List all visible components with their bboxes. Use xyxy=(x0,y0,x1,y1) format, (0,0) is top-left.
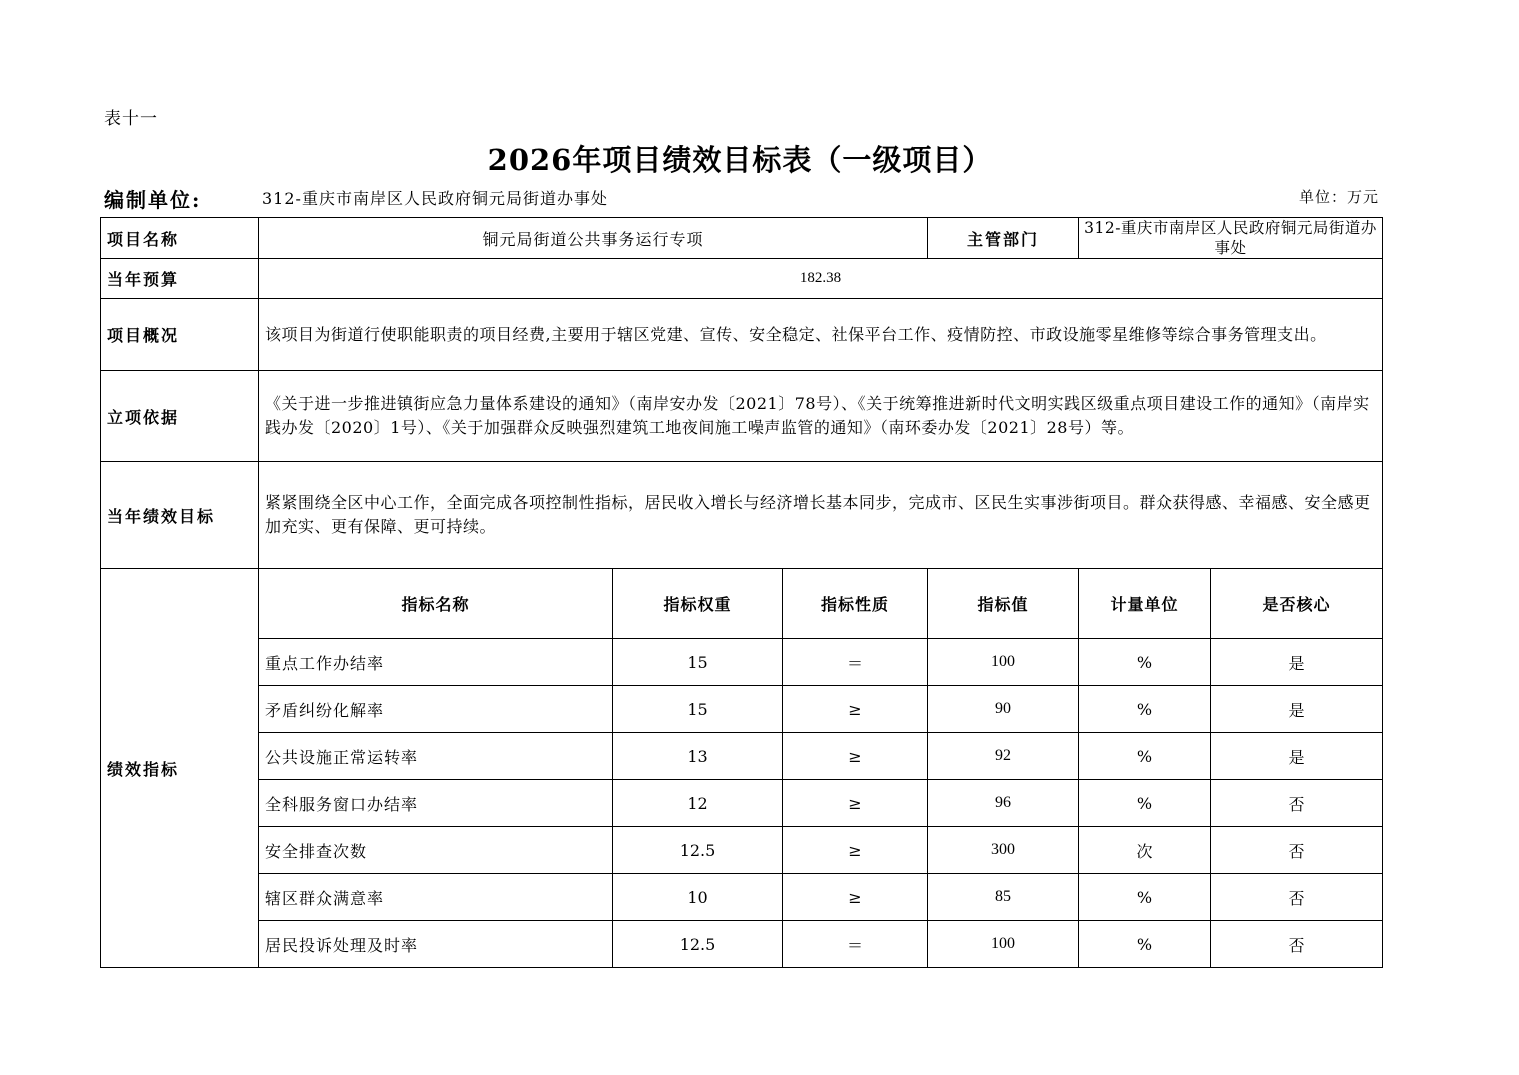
project-name-row xyxy=(101,218,1383,259)
indicator-value: 92 xyxy=(928,733,1079,780)
indicator-unit: % xyxy=(1079,780,1211,827)
budget-value: 182.38 xyxy=(259,259,1383,299)
col-header-name: 指标名称 xyxy=(259,569,613,639)
indicator-weight: 15 xyxy=(613,639,783,686)
indicator-unit: % xyxy=(1079,639,1211,686)
table-row xyxy=(101,827,1383,874)
indicator-weight: 10 xyxy=(613,874,783,921)
dept-value: 312-重庆市南岸区人民政府铜元局街道办事处 xyxy=(1079,218,1383,259)
indicator-unit: % xyxy=(1079,686,1211,733)
indicator-value: 96 xyxy=(928,780,1079,827)
indicator-nature: ≥ xyxy=(783,686,928,733)
org-label: 编制单位: xyxy=(104,188,202,212)
indicator-name: 居民投诉处理及时率 xyxy=(259,921,613,968)
indicator-nature: ≥ xyxy=(783,733,928,780)
indicator-core: 否 xyxy=(1211,780,1383,827)
table-row xyxy=(101,780,1383,827)
basis-label: 立项依据 xyxy=(101,371,259,462)
goal-row xyxy=(101,462,1383,569)
table-row xyxy=(101,733,1383,780)
overview-row xyxy=(101,299,1383,371)
overview-value: 该项目为街道行使职能职责的项目经费,主要用于辖区党建、宣传、安全稳定、社保平台工作、疫情防控、市政设施零星维修等综合事务管理支出。 xyxy=(259,299,1383,371)
indicator-value: 100 xyxy=(928,921,1079,968)
indicator-weight: 12.5 xyxy=(613,921,783,968)
indicator-unit: 次 xyxy=(1079,827,1211,874)
indicator-core: 是 xyxy=(1211,733,1383,780)
org-value: 312-重庆市南岸区人民政府铜元局街道办事处 xyxy=(262,189,608,208)
indicator-nature: ＝ xyxy=(783,921,928,968)
table-row xyxy=(101,686,1383,733)
indicator-name: 全科服务窗口办结率 xyxy=(259,780,613,827)
indicator-name: 矛盾纠纷化解率 xyxy=(259,686,613,733)
project-name-value: 铜元局街道公共事务运行专项 xyxy=(259,218,928,259)
col-header-nature: 指标性质 xyxy=(783,569,928,639)
indicator-value: 85 xyxy=(928,874,1079,921)
indicator-weight: 13 xyxy=(613,733,783,780)
col-header-core: 是否核心 xyxy=(1211,569,1383,639)
budget-row xyxy=(101,259,1383,299)
indicator-nature: ≥ xyxy=(783,780,928,827)
table-row xyxy=(101,874,1383,921)
basis-row xyxy=(101,371,1383,462)
table-row xyxy=(101,639,1383,686)
indicator-name: 安全排查次数 xyxy=(259,827,613,874)
indicator-value: 300 xyxy=(928,827,1079,874)
indicators-section-label: 绩效指标 xyxy=(101,569,259,968)
page-title: 2026年项目绩效目标表（一级项目） xyxy=(487,143,993,177)
indicator-header-row xyxy=(101,569,1383,639)
indicator-name: 重点工作办结率 xyxy=(259,639,613,686)
indicator-unit: % xyxy=(1079,921,1211,968)
budget-label: 当年预算 xyxy=(101,259,259,299)
indicator-core: 是 xyxy=(1211,686,1383,733)
unit-label: 单位：万元 xyxy=(1298,188,1379,206)
indicator-unit: % xyxy=(1079,874,1211,921)
indicator-nature: ≥ xyxy=(783,874,928,921)
indicator-name: 公共设施正常运转率 xyxy=(259,733,613,780)
indicator-nature: ≥ xyxy=(783,827,928,874)
indicator-weight: 15 xyxy=(613,686,783,733)
basis-value: 《关于进一步推进镇街应急力量体系建设的通知》（南岸安办发〔2021〕78号）、《关于统筹推进新时代文明实践区级重点项目建设工作的通知》（南岸实践办发〔2020〕1号）、《关于加强群众反映强烈建筑工地夜间施工噪声监管的通知》（南环委办发〔2021〕28号）等。 xyxy=(259,371,1383,462)
indicator-core: 否 xyxy=(1211,874,1383,921)
indicator-core: 否 xyxy=(1211,827,1383,874)
goal-value: 紧紧围绕全区中心工作，全面完成各项控制性指标，居民收入增长与经济增长基本同步，完成市、区民生实事涉街项目。群众获得感、幸福感、安全感更加充实、更有保障、更可持续。 xyxy=(259,462,1383,569)
col-header-value: 指标值 xyxy=(928,569,1079,639)
indicator-weight: 12 xyxy=(613,780,783,827)
indicator-value: 90 xyxy=(928,686,1079,733)
performance-table xyxy=(100,217,1383,968)
project-name-label: 项目名称 xyxy=(101,218,259,259)
indicator-value: 100 xyxy=(928,639,1079,686)
col-header-unit: 计量单位 xyxy=(1079,569,1211,639)
col-header-weight: 指标权重 xyxy=(613,569,783,639)
indicator-nature: ＝ xyxy=(783,639,928,686)
goal-label: 当年绩效目标 xyxy=(101,462,259,569)
overview-label: 项目概况 xyxy=(101,299,259,371)
table-number: 表十一 xyxy=(104,109,158,129)
indicator-weight: 12.5 xyxy=(613,827,783,874)
indicator-core: 是 xyxy=(1211,639,1383,686)
table-row xyxy=(101,921,1383,968)
indicator-name: 辖区群众满意率 xyxy=(259,874,613,921)
indicator-unit: % xyxy=(1079,733,1211,780)
indicator-core: 否 xyxy=(1211,921,1383,968)
dept-label: 主管部门 xyxy=(928,218,1079,259)
